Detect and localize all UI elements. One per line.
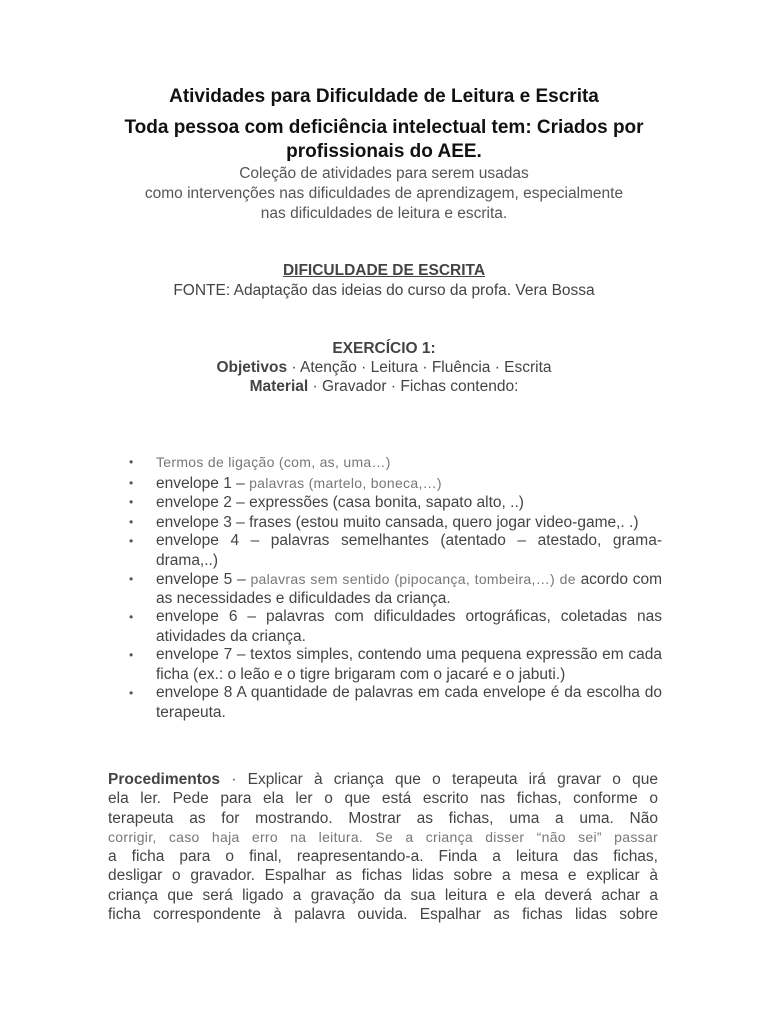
material-line xyxy=(0,378,768,396)
intro-line: como intervenções nas dificuldades de aprendizagem, especialmente xyxy=(144,185,624,202)
objectives-text: · Atenção · Leitura · Fluência · Escrita xyxy=(287,359,552,376)
list-item: • envelope 2 – expressões (casa bonita, sapato alto, ..) xyxy=(129,494,524,511)
list-item: • Termos de ligação (com, as, uma…) xyxy=(129,454,391,470)
intro-paragraph xyxy=(100,164,668,224)
procedures-line: ela ler. Pede para ela ler o que está escrito nas fichas, conforme o xyxy=(108,790,658,808)
procedures-paragraph xyxy=(108,770,658,924)
bullet-icon: • xyxy=(129,455,134,469)
intro-line: nas dificuldades de leitura e escrita. xyxy=(260,205,508,222)
procedures-label: Procedimentos xyxy=(108,771,220,788)
list-item: • envelope 7 – textos simples, contendo uma pequena expressão em cada ficha (ex.: o leão e o tigre brigaram com o jacaré e o jabuti.) xyxy=(129,646,662,683)
bullet-icon: • xyxy=(129,534,134,548)
exercise-heading: EXERCÍCIO 1: xyxy=(332,340,436,357)
procedures-line: terapeuta as for mostrando. Mostrar as fichas, uma a uma. Não xyxy=(108,809,658,827)
objectives-line xyxy=(0,359,768,377)
procedures-line: ficha correspondente à palavra ouvida. Espalhar as fichas lidas sobre xyxy=(108,906,658,924)
bullet-icon: • xyxy=(129,686,134,700)
procedures-line: desligar o gravador. Espalhar as fichas lidas sobre a mesa e explicar à xyxy=(108,867,658,885)
section-heading-text: DIFICULDADE DE ESCRITA xyxy=(282,262,486,279)
bullet-icon: • xyxy=(129,648,134,662)
list-item: • envelope 3 – frases (estou muito cansada, quero jogar video-game,. .) xyxy=(129,513,639,531)
list-item: • envelope 4 – palavras semelhantes (atentado – atestado, grama-drama,..) xyxy=(129,532,662,569)
material-text: · Gravador · Fichas contendo: xyxy=(308,378,519,395)
procedures-line: corrigir, caso haja erro na leitura. Se a criança disser “não sei” passar xyxy=(108,828,658,845)
bullet-icon: • xyxy=(129,475,134,490)
list-item: • envelope 8 A quantidade de palavras em cada envelope é da escolha do terapeuta. xyxy=(129,684,662,721)
list-item: • envelope 1 – palavras (martelo, boneca,…) xyxy=(129,474,442,492)
material-label: Material xyxy=(249,378,309,395)
document-title: Atividades para Dificuldade de Leitura e Escrita xyxy=(169,86,599,107)
bullet-icon: • xyxy=(129,610,134,624)
bullet-icon: • xyxy=(129,572,134,586)
procedures-line: criança que será ligado a gravação da sua leitura e ela deverá achar a xyxy=(108,886,658,904)
document-subtitle: Toda pessoa com deficiência intelectual tem: Criados por profissionais do AEE. xyxy=(124,117,644,162)
list-item: • envelope 6 – palavras com dificuldades ortográficas, coletadas nas atividades da criança. xyxy=(129,608,662,645)
source-line: FONTE: Adaptação das ideias do curso da profa. Vera Bossa xyxy=(173,282,595,299)
intro-line: Coleção de atividades para serem usadas xyxy=(239,165,529,182)
procedures-line: a ficha para o final, reapresentando-a. Finda a leitura das fichas, xyxy=(108,848,658,866)
bullet-icon: • xyxy=(129,495,134,509)
envelope-list xyxy=(126,453,662,722)
bullet-icon: • xyxy=(129,514,134,529)
section-heading xyxy=(0,262,768,280)
procedures-line: Procedimentos · Explicar à criança que o terapeuta irá gravar o que xyxy=(108,771,658,788)
list-item: • envelope 5 – palavras sem sentido (pipocança, tombeira,…) de acordo com as necessidades e dificuldades da criança. xyxy=(129,571,663,607)
objectives-label: Objetivos xyxy=(216,359,288,376)
